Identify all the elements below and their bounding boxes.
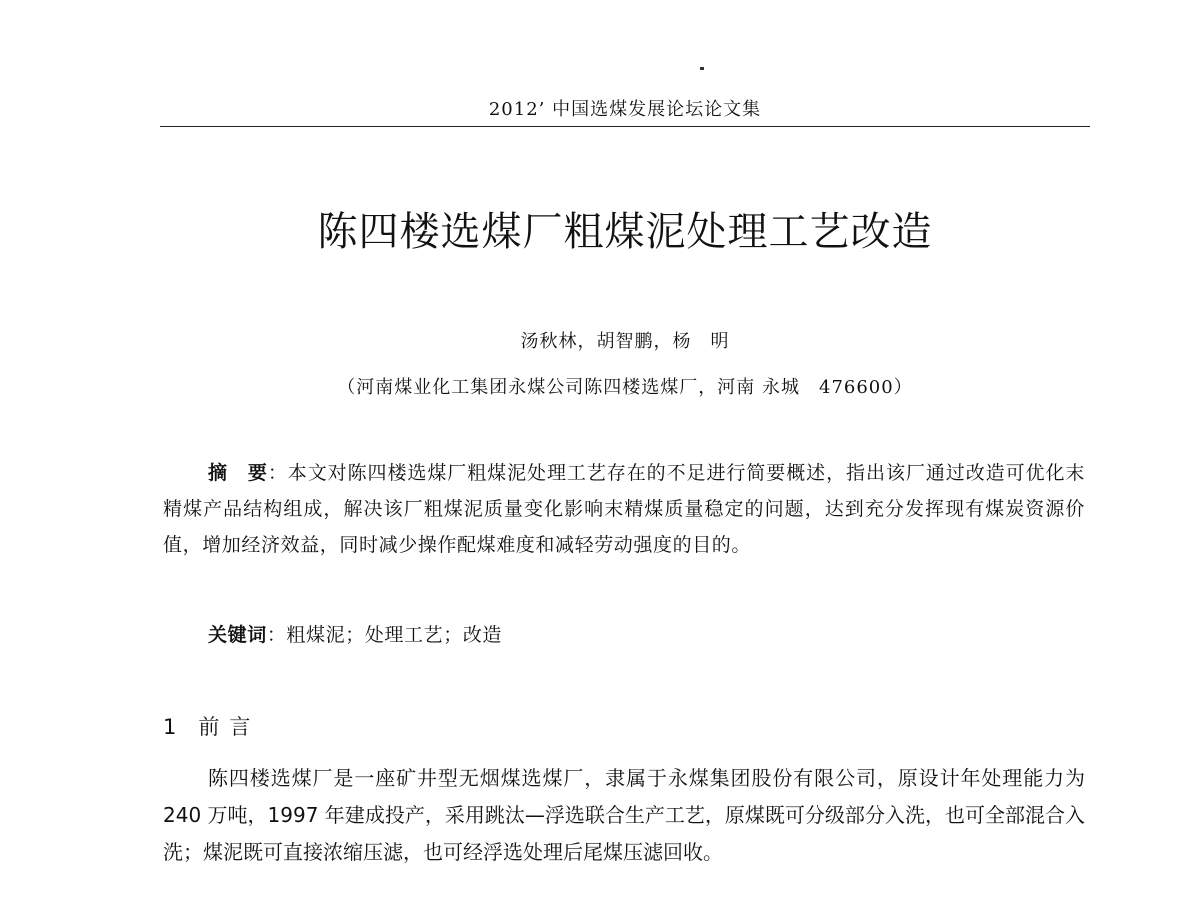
abstract-label: 摘 要 (208, 462, 268, 484)
header-rule (160, 126, 1090, 127)
scan-speck (700, 67, 704, 70)
running-header: 2012’ 中国选煤发展论坛论文集 (488, 99, 762, 120)
keywords (208, 620, 502, 647)
abstract-text: ：本文对陈四楼选煤厂粗煤泥处理工艺存在的不足进行简要概述，指出该厂通过改造可优化末精煤产品结构组成，解决该厂粗煤泥质量变化影响末精煤质量稳定的问题，达到充分发挥现有煤炭资源价值，增加经济效益，同时减少操作配煤难度和减轻劳动强度的目的。 (163, 462, 1085, 556)
section-number: 1 (163, 715, 177, 739)
keywords-label: 关键词 (208, 624, 267, 646)
affiliation: （河南煤业化工集团永煤公司陈四楼选煤厂，河南 永城 476600） (337, 377, 913, 398)
keywords-text: ：粗煤泥；处理工艺；改造 (266, 624, 503, 646)
abstract (163, 455, 1085, 563)
section-title: 前言 (198, 715, 261, 739)
body-paragraph: 陈四楼选煤厂是一座矿井型无烟煤选煤厂，隶属于永煤集团股份有限公司，原设计年处理能力为 240 万吨，1997 年建成投产，采用跳汰—浮选联合生产工艺，原煤既可分级部分入洗，也可全部混合入洗；煤泥既可直接浓缩压滤，也可经浮选处理后尾煤压滤回收。 (163, 766, 1085, 864)
section-heading (163, 711, 260, 741)
paper-title: 陈四楼选煤厂粗煤泥处理工艺改造 (317, 209, 933, 255)
authors: 汤秋林，胡智鹏，杨 明 (520, 331, 730, 352)
